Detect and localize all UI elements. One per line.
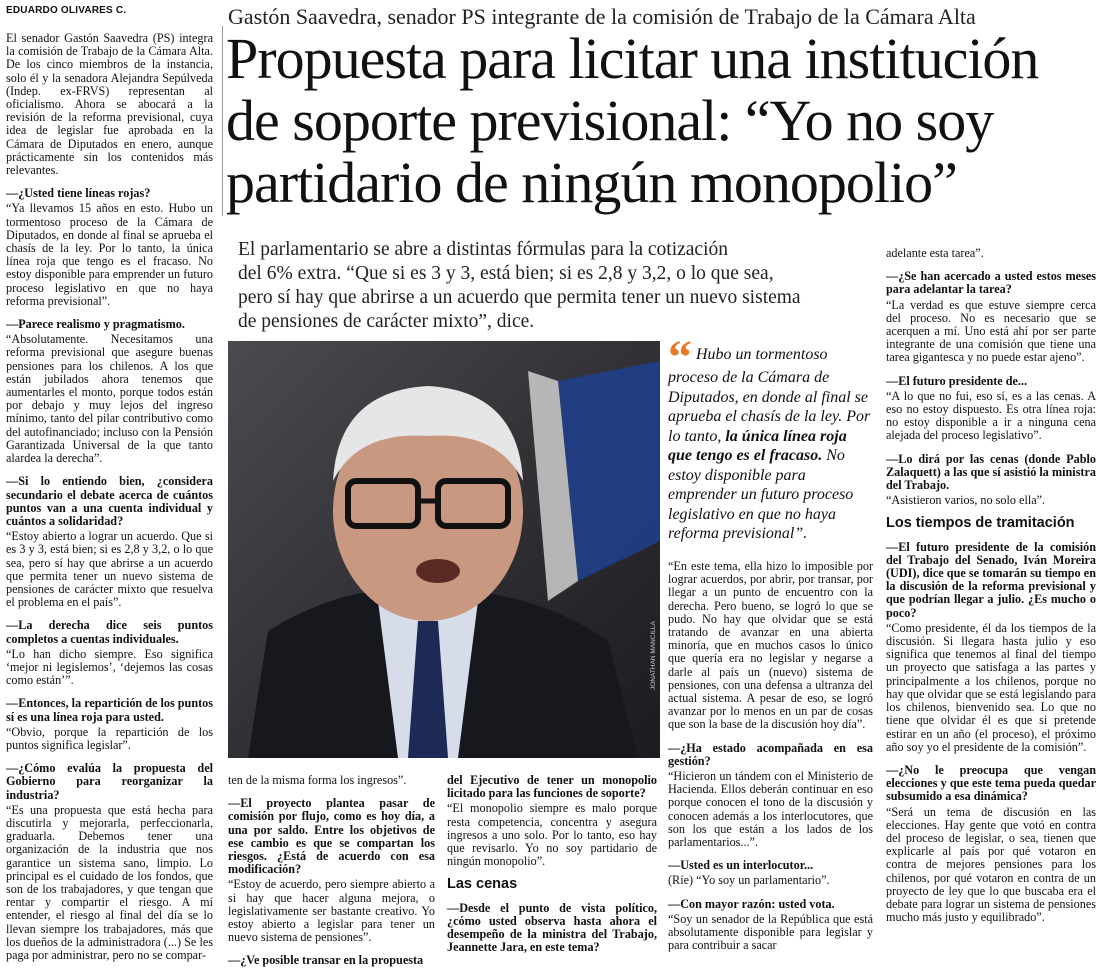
deck-line: pero sí hay que abrirse a un acuerdo que permita tener un nuevo sistema — [238, 287, 801, 308]
interview-question: —¿Ve posible transar en la propuesta — [228, 953, 424, 968]
interview-question: —El futuro presidente de... — [886, 373, 1028, 388]
pullquote-text: Hubo un tormentoso proceso de la Cámara de Diputados, en donde al final se aprueba el chasís de la ley. Por lo tanto, — [668, 346, 871, 445]
paragraph: “Ya llevamos 15 años en esto. Hubo un tormentoso proceso de la Cámara de Diputados, en donde al final se aprueba el chasís de la ley. Por lo tanto, la única línea roja que tengo es el fracaso. No estoy disponible para emprender un futuro proceso legislativo en que no haya reforma previsional”. — [6, 201, 213, 308]
interview-question: —¿No le preocupa que vengan elecciones y que este tema pueda quedar subsumido a esa dinámica? — [886, 762, 1096, 804]
interview-question: —¿Se han acercado a usted estos meses para adelantar la tarea? — [886, 269, 1096, 297]
article-column-2 — [228, 774, 435, 970]
paragraph: “Estoy abierto a lograr un acuerdo. Que si es 3 y 3, está bien; si es 2,8 y 3,2, o lo que sea, pero sí hay que abrirse a un acuerdo que permita tener un nuevo sistema de pensiones de carácter mixto que resuelva el problema en el país”. — [6, 529, 213, 610]
headline-line: Propuesta para licitar una institución — [226, 26, 1039, 91]
deck — [238, 238, 868, 334]
kicker: Gastón Saavedra, senador PS integrante de la comisión de Trabajo de la Cámara Alta — [228, 4, 976, 29]
interview-question: —¿Ha estado acompañada en esa gestión? — [668, 740, 873, 768]
article-column-1 — [6, 32, 213, 972]
interview-question: —Lo dirá por las cenas (donde Pablo Zalaquett) a las que sí asistió la ministra del Trabajo. — [886, 451, 1096, 493]
interview-question: —El proyecto plantea pasar de comisión por flujo, como es hoy día, a una por saldo. Entre los objetivos de ese cambio es que se compartan los riesgos. ¿Está de acuerdo con esa modificación? — [228, 796, 435, 877]
column-rule — [222, 26, 223, 216]
quote-mark-icon: “ — [668, 331, 692, 384]
byline: EDUARDO OLIVARES C. — [6, 5, 127, 16]
paragraph: “La verdad es que estuve siempre cerca del proceso. No es necesario que se acerquen a mí. Uno está ahí por ser parte integrante de una comisión que tiene una tarea gigantesca y no puede estar ajeno”. — [886, 297, 1096, 365]
headline-line: partidario de ningún monopolio” — [226, 150, 957, 215]
section-subhead: Las cenas — [447, 876, 518, 893]
headline — [226, 28, 1096, 214]
pullquote-emphasis: la única línea roja que tengo es el fracaso. — [668, 427, 847, 464]
paragraph: “Es una propuesta que está hecha para discutirla y mejorarla, perfeccionarla, graduarla. Debemos tener una organización de la industria que nos garantice un sistema sano, limpio. Lo principal es el cuidado de los fondos, que son de los trabajadores, y que tengan que rentar y compartir el riesgo. A mí entender, el riesgo al final del día se lo llevan siempre los trabajadores, más que los dueños de la administradora (...) Se les paga por administrar, pero no se compar- — [6, 802, 213, 962]
interview-question: —¿Usted tiene líneas rojas? — [6, 186, 151, 201]
paragraph: “Soy un senador de la República que está absolutamente disponible para legislar y para contribuir a sacar — [668, 911, 873, 953]
paragraph: ten de la misma forma los ingresos”. — [228, 773, 407, 787]
interview-question: —Con mayor razón: usted vota. — [668, 896, 835, 911]
paragraph: “Hicieron un tándem con el Ministerio de Hacienda. Ellos deberán continuar en eso porque conocen el tono de la discusión y conocen además a los interlocutores, que son los que están a los lados de los parlamentarios...”. — [668, 769, 873, 850]
section-subhead: Los tiempos de tramitación — [886, 515, 1075, 532]
pullquote-text: No estoy disponible para emprender un futuro proceso legislativo en que no haya reforma previsional”. — [668, 447, 854, 542]
interview-question: —¿Cómo evalúa la propuesta del Gobierno para reorganizar la industria? — [6, 761, 213, 802]
deck-line: El parlamentario se abre a distintas fórmulas para la cotización — [238, 239, 729, 260]
interview-question: —El futuro presidente de la comisión del Trabajo del Senado, Iván Moreira (UDI), dice que se tomarán su tiempo en la discusión de la reforma previsional y que podrían llegar a julio. ¿Es mucho o poco? — [886, 539, 1096, 620]
interview-question: —Parece realismo y pragmatismo. — [6, 317, 185, 332]
article-column-3 — [447, 774, 657, 956]
paragraph: “En este tema, ella hizo lo imposible por lograr acuerdos, por abrir, por transar, por llegar a un punto de encuentro con la derecha. Pero bueno, se logró lo que se pudo. No hay que olvidar que se está tratando de avanzar en una abierta minoría, que en muchos casos lo único que quería era no legislar y negarse a darle al país un (nuevo) sistema de pensiones, con una defensa a ultranza del actual sistema. A pesar de eso, se logró avanzar por lo menos en un par de cosas que son la base de la discusión hoy día”. — [668, 559, 873, 732]
paragraph: “A lo que no fui, eso sí, es a las cenas. A eso no estoy dispuesto. Es otra línea roja: no estoy disponible a ir a ninguna cena alejada del proceso legislativo”. — [886, 388, 1096, 443]
paragraph: “Obvio, porque la repartición de los puntos significa legislar”. — [6, 724, 213, 752]
deck-line: de pensiones de carácter mixto”, dice. — [238, 311, 535, 332]
paragraph: “Absolutamente. Necesitamos una reforma previsional que asegure buenas pensiones para los chilenos. A los que están jubilados ahora tenemos que aumentarles el monto, porque todos están por debajo y muy lejos del ingreso mínimo, tanto del pilar contributivo como del autofinanciado; incluso con la Pensión Garantizada Universal de la que tanto alardea la derecha”. — [6, 332, 213, 466]
deck-line: del 6% extra. “Que si es 3 y 3, está bien; si es 2,8 y 3,2, o lo que sea, — [238, 263, 774, 284]
paragraph: “Lo han dicho siempre. Eso significa ‘mejor ni legislemos’, ‘dejemos las cosas como están’”. — [6, 646, 213, 688]
paragraph: “Estoy de acuerdo, pero siempre abierto a si hay que hacer alguna mejora, o legislativamente ser bastante creativo. Yo estoy abierto a legislar para tener un nuevo sistema de pensiones”. — [228, 877, 435, 945]
photo-illustration — [228, 341, 660, 758]
pullquote — [668, 331, 873, 544]
interview-question: —Si lo entiendo bien, ¿considera secundario el debate acerca de cuántos puntos van a una cuenta individual y cuántos a solidaridad? — [6, 474, 213, 528]
interview-question: del Ejecutivo de tener un monopolio licitado para las funciones de soporte? — [447, 773, 657, 801]
headline-line: de soporte previsional: “Yo no soy — [226, 88, 994, 153]
paragraph: adelante esta tarea”. — [886, 246, 984, 260]
article-column-4 — [668, 560, 873, 962]
paragraph: “Será un tema de discusión en las elecciones. Hay gente que votó en contra del proceso de legislar, o sea, tienen que explicarle al país por qué votaron en contra de mejores pensiones para los chilenos, por qué votaron en contra de un proyecto de ley que lo que buscaba era el debate para lograr un sistema de pensiones mucho más justo y equilibrado”. — [886, 804, 1096, 925]
interview-question: —Usted es un interlocutor... — [668, 858, 814, 873]
article-column-5 — [886, 247, 1096, 934]
paragraph: “Como presidente, él da los tiempos de la discusión. Si llegara hasta julio y eso significa que tenemos al final del tiempo un proyecto que satisfaga a las partes y principalmente a los chilenos, porque no hay que olvidar que se está legislando para los chilenos, bienvenido sea. Lo que no tiene que olvidar él es que si pretende estirar en un año (el proceso), el próximo año soy yo el presidente de la comisión”. — [886, 620, 1096, 754]
interview-question: —Entonces, la repartición de los puntos sí es una línea roja para usted. — [6, 696, 213, 724]
interview-question: —La derecha dice seis puntos completos a cuentas individuales. — [6, 618, 213, 646]
photo-credit: JONATHAN MANCILLA — [650, 621, 657, 690]
interview-question: —Desde el punto de vista político, ¿cómo usted observa hasta ahora el desempeño de la ministra del Trabajo, Jeannette Jara, en este tema? — [447, 900, 657, 955]
paragraph: El senador Gastón Saavedra (PS) integra la comisión de Trabajo de la Cámara Alta. De los cinco miembros de la instancia, solo él y la senadora Alejandra Sepúlveda (Indep. ex-FRVS) representan al oficialismo. Ahora se abocará a la revisión de la reforma previsional, cuya idea de legislar fue aprobada en la Cámara de Diputados en enero, aunque prácticamente sin los contenidos más relevantes. — [6, 31, 213, 178]
paragraph: (Ríe) “Yo soy un parlamentario”. — [668, 873, 830, 888]
paragraph: “Asistieron varios, no solo ella”. — [886, 493, 1046, 508]
senator-photo — [228, 341, 660, 758]
paragraph: “El monopolio siempre es malo porque resta competencia, concentra y asegura ingresos a uno solo. Por lo tanto, eso hay que revisarlo. Yo no soy partidario de ningún monopolio”. — [447, 801, 657, 869]
